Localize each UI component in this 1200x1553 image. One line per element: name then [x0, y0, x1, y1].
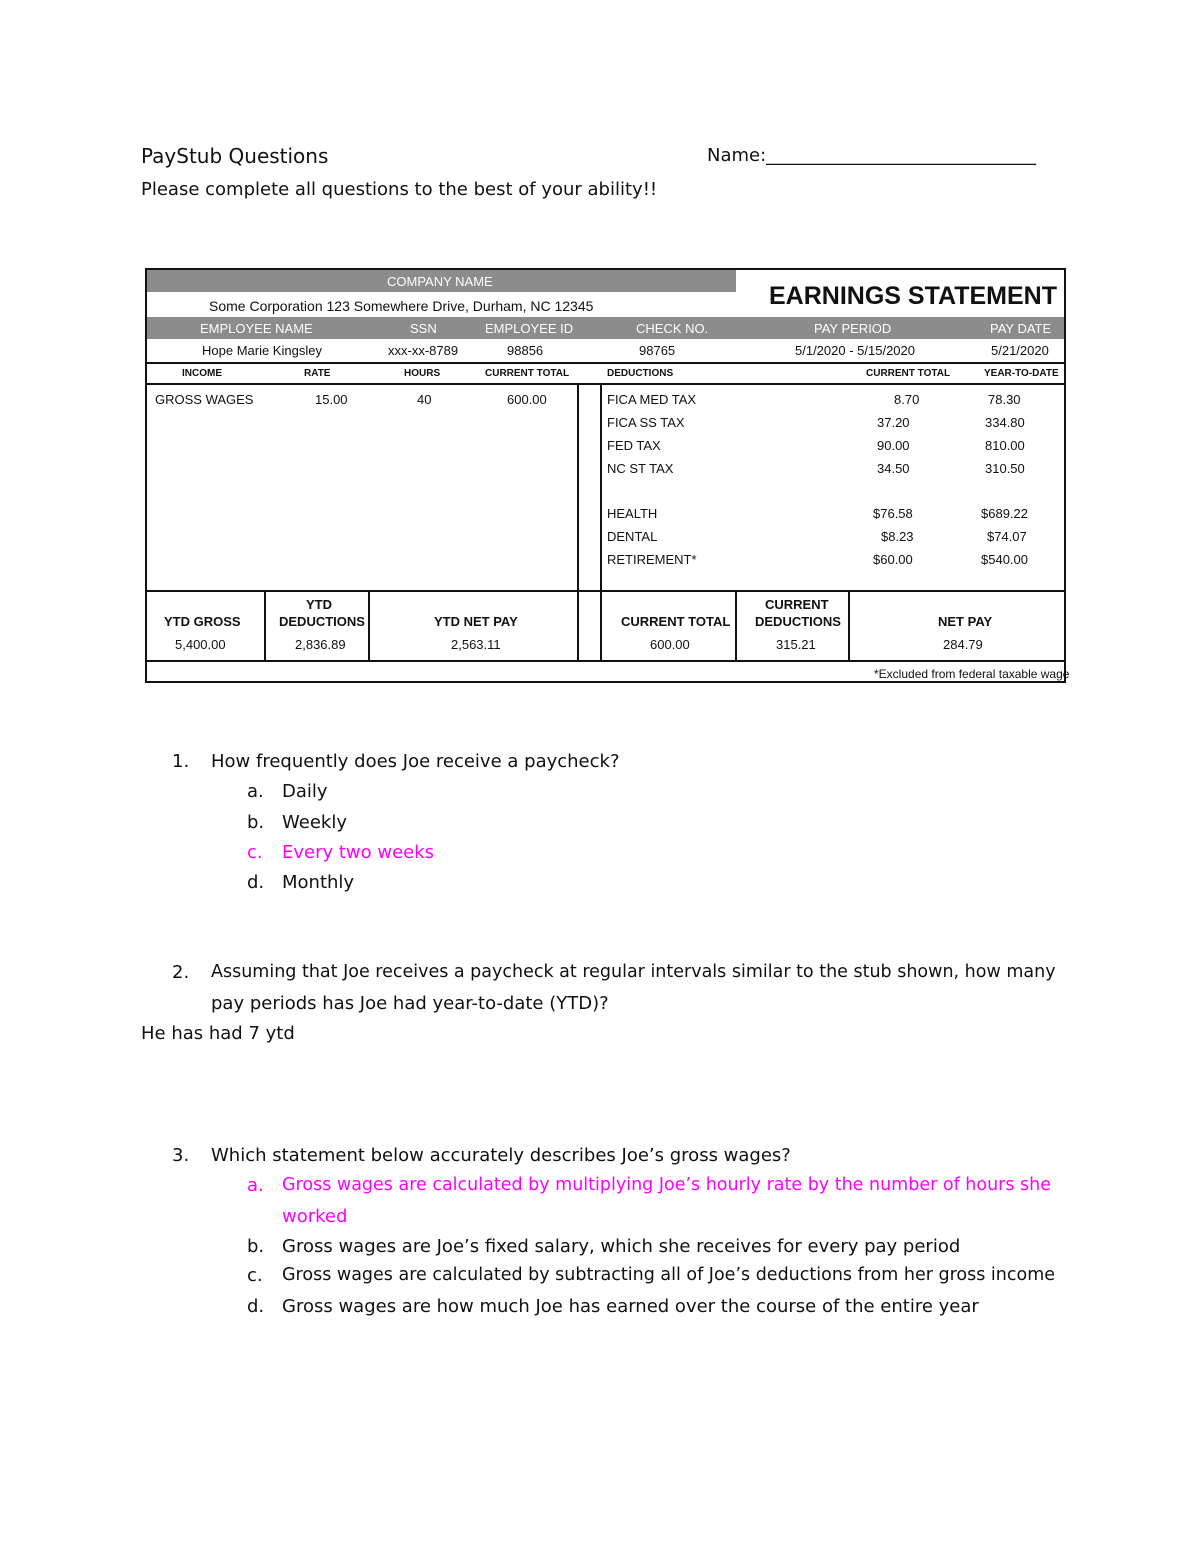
deduction-ytd: 78.30: [988, 392, 1021, 407]
deduction-ytd: 310.50: [985, 461, 1025, 476]
divider: [147, 362, 1064, 364]
company-address: Some Corporation 123 Somewhere Drive, Durham, NC 12345: [209, 298, 594, 314]
option-text: Gross wages are Joe’s fixed salary, which she receives for every pay period: [282, 1236, 961, 1257]
pay-date-value: 5/21/2020: [991, 343, 1049, 358]
option-text: Daily: [282, 781, 328, 802]
current-deductions-label: CURRENT: [765, 597, 829, 612]
employee-id-header: EMPLOYEE ID: [485, 321, 574, 336]
gross-wages-label: GROSS WAGES: [155, 392, 254, 407]
net-pay-value: 284.79: [943, 637, 983, 652]
divider: [147, 660, 1064, 662]
hours-value: 40: [417, 392, 432, 407]
current-total-value: 600.00: [650, 637, 690, 652]
option-letter: b.: [247, 1236, 265, 1257]
deduction-current: $60.00: [873, 552, 913, 567]
option-letter: d.: [247, 872, 265, 893]
option-text: Every two weeks: [282, 842, 435, 863]
employee-name-header: EMPLOYEE NAME: [200, 321, 313, 336]
net-pay-label: NET PAY: [938, 614, 993, 629]
question-number: 2.: [172, 962, 190, 983]
employee-name: Hope Marie Kingsley: [202, 343, 322, 358]
deduction-name: DENTAL: [607, 529, 658, 544]
employee-id-value: 98856: [507, 343, 544, 358]
deduction-ytd: 810.00: [985, 438, 1025, 453]
option-text: Gross wages are how much Joe has earned over the course of the entire year: [282, 1296, 979, 1317]
earnings-statement: [145, 268, 1070, 683]
deduction-current: $8.23: [881, 529, 914, 544]
ytd-net-pay-value: 2,563.11: [451, 637, 501, 652]
deduction-current: 8.70: [894, 392, 920, 407]
ytd-net-pay-label: YTD NET PAY: [434, 614, 518, 629]
statement-title: EARNINGS STATEMENT: [769, 282, 1057, 310]
option-text: worked: [282, 1206, 348, 1227]
name-field[interactable]: Name:______________________________: [707, 145, 1037, 166]
ssn-header: SSN: [410, 321, 437, 336]
hours-header: HOURS: [404, 368, 441, 379]
check-no-value: 98765: [639, 343, 676, 358]
current-total-label: CURRENT TOTAL: [621, 614, 731, 629]
option-letter: d.: [247, 1296, 265, 1317]
ytd-deductions-value: 2,836.89: [295, 637, 346, 652]
deduction-name: NC ST TAX: [607, 461, 674, 476]
option-letter: b.: [247, 812, 265, 833]
deduction-ytd: $689.22: [981, 506, 1028, 521]
deduction-name: FICA SS TAX: [607, 415, 685, 430]
ytd-gross-label: YTD GROSS: [164, 614, 241, 629]
rate-value: 15.00: [315, 392, 348, 407]
deductions-current-header: CURRENT TOTAL: [866, 368, 951, 379]
current-total-header: CURRENT TOTAL: [485, 368, 570, 379]
check-no-header: CHECK NO.: [636, 321, 709, 336]
deduction-ytd: $540.00: [981, 552, 1028, 567]
divider: [848, 590, 850, 660]
divider: [600, 383, 602, 660]
option-letter: c.: [247, 1265, 263, 1286]
income-current-total: 600.00: [507, 392, 547, 407]
option-text: Gross wages are calculated by multiplying Joe’s hourly rate by the number of hours she: [282, 1175, 1052, 1195]
divider: [147, 383, 1064, 385]
ytd-deductions-label: DEDUCTIONS: [279, 614, 365, 629]
deductions-header: DEDUCTIONS: [607, 368, 674, 379]
divider: [368, 590, 370, 660]
ytd-header: YEAR-TO-DATE: [984, 368, 1059, 379]
pay-period-header: PAY PERIOD: [814, 321, 892, 336]
current-deductions-value: 315.21: [776, 637, 816, 652]
question-text: Assuming that Joe receives a paycheck at regular intervals similar to the stub shown, how many: [211, 962, 1056, 982]
option-text: Monthly: [282, 872, 355, 893]
deduction-current: 34.50: [877, 461, 910, 476]
divider: [577, 383, 579, 660]
current-deductions-label: DEDUCTIONS: [755, 614, 841, 629]
ssn-value: xxx-xx-8789: [388, 343, 459, 358]
deduction-current: 37.20: [877, 415, 910, 430]
question-text: pay periods has Joe had year-to-date (YTD)?: [211, 993, 609, 1014]
deduction-current: $76.58: [873, 506, 913, 521]
option-letter: a.: [247, 1175, 264, 1196]
company-name-label: COMPANY NAME: [387, 274, 493, 289]
question-number: 3.: [172, 1145, 190, 1166]
answer-text: He has had 7 ytd: [141, 1023, 295, 1044]
question-text: How frequently does Joe receive a paycheck?: [211, 751, 620, 772]
question-text: Which statement below accurately describes Joe’s gross wages?: [211, 1145, 791, 1166]
option-text: Gross wages are calculated by subtracting all of Joe’s deductions from her gross income: [282, 1265, 1056, 1285]
instructions: Please complete all questions to the best of your ability!!: [141, 179, 658, 200]
deduction-name: FED TAX: [607, 438, 661, 453]
pay-period-value: 5/1/2020 - 5/15/2020: [795, 343, 915, 358]
divider: [735, 590, 737, 660]
ytd-deductions-label: YTD: [306, 597, 332, 612]
income-header: INCOME: [182, 368, 222, 379]
rate-header: RATE: [304, 368, 331, 379]
deduction-ytd: $74.07: [987, 529, 1027, 544]
question-number: 1.: [172, 751, 190, 772]
footnote: *Excluded from federal taxable wage: [874, 667, 1070, 681]
deduction-current: 90.00: [877, 438, 910, 453]
deduction-name: FICA MED TAX: [607, 392, 697, 407]
option-text: Weekly: [282, 812, 347, 833]
option-letter: a.: [247, 781, 264, 802]
page-title: PayStub Questions: [141, 144, 329, 168]
deduction-ytd: 334.80: [985, 415, 1025, 430]
deduction-name: HEALTH: [607, 506, 658, 521]
ytd-gross-value: 5,400.00: [175, 637, 226, 652]
pay-date-header: PAY DATE: [990, 321, 1052, 336]
divider: [147, 590, 1064, 592]
option-letter: c.: [247, 842, 263, 863]
divider: [264, 590, 266, 660]
deduction-name: RETIREMENT*: [607, 552, 697, 567]
